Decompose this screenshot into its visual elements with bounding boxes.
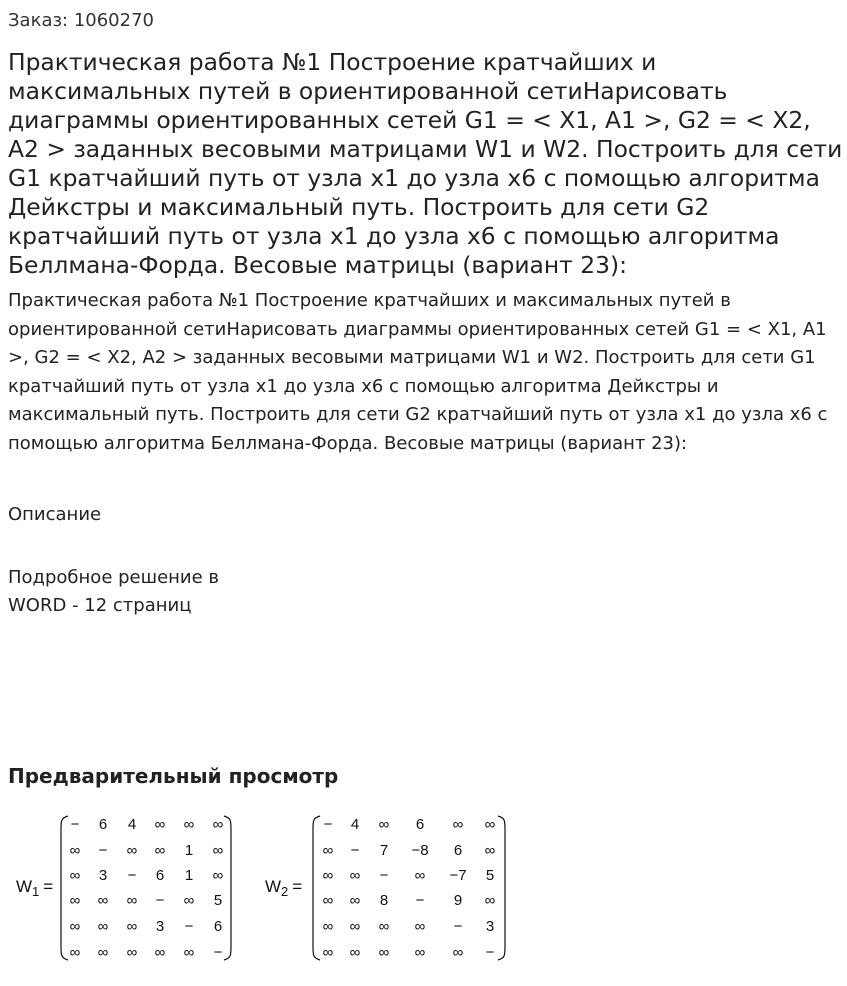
- matrix-cell: ∞: [378, 918, 390, 935]
- matrix-cell: −: [155, 892, 165, 909]
- matrix-cell: −: [415, 892, 425, 909]
- matrix-cell: −: [379, 867, 389, 884]
- matrix-cell: −8: [411, 842, 429, 859]
- matrix-cell: ∞: [126, 944, 138, 961]
- matrix-cell: −7: [449, 867, 467, 884]
- matrix-w1-brackets: [58, 813, 234, 963]
- preview-heading: Предварительный просмотр: [8, 764, 339, 788]
- matrix-cell: ∞: [378, 944, 390, 961]
- matrix-cell: 7: [379, 842, 389, 859]
- matrix-cell: 1: [184, 842, 194, 859]
- matrix-w2-brackets: [310, 813, 508, 963]
- description-heading: Описание: [8, 504, 102, 525]
- matrix-cell: ∞: [154, 842, 166, 859]
- matrix-cell: 6: [98, 816, 108, 833]
- matrix-cell: −: [323, 816, 333, 833]
- matrix-cell: 4: [350, 816, 360, 833]
- matrix-cell: ∞: [484, 892, 496, 909]
- matrix-cell: 6: [453, 842, 463, 859]
- order-number: Заказ: 1060270: [8, 10, 154, 31]
- matrix-w1-index: 1: [32, 884, 40, 899]
- description-content: [8, 564, 268, 620]
- matrix-cell: ∞: [414, 867, 426, 884]
- matrix-cell: 1: [184, 867, 194, 884]
- matrix-cell: −: [127, 867, 137, 884]
- matrix-cell: −: [70, 816, 80, 833]
- matrix-cell: ∞: [212, 816, 224, 833]
- matrix-cell: ∞: [69, 867, 81, 884]
- matrix-cell: ∞: [378, 816, 390, 833]
- matrix-w1-label: [16, 877, 53, 899]
- matrix-cell: ∞: [414, 918, 426, 935]
- matrix-cell: 4: [127, 816, 137, 833]
- matrix-w2-letter: W: [265, 877, 282, 896]
- matrix-cell: ∞: [349, 918, 361, 935]
- matrix-cell: ∞: [69, 892, 81, 909]
- matrix-cell: 3: [155, 918, 165, 935]
- matrix-cell: ∞: [349, 944, 361, 961]
- matrix-w1-letter: W: [16, 877, 33, 896]
- matrix-cell: ∞: [97, 944, 109, 961]
- matrix-cell: ∞: [212, 842, 224, 859]
- matrix-cell: 3: [98, 867, 108, 884]
- matrix-cell: 3: [485, 918, 495, 935]
- matrix-cell: ∞: [183, 944, 195, 961]
- matrix-cell: ∞: [322, 892, 334, 909]
- matrix-w1: [58, 813, 234, 963]
- matrix-cell: 6: [415, 816, 425, 833]
- matrix-cell: ∞: [414, 944, 426, 961]
- matrix-cell: ∞: [97, 918, 109, 935]
- matrix-cell: 5: [213, 892, 223, 909]
- matrix-cell: ∞: [452, 816, 464, 833]
- matrix-cell: −: [213, 944, 223, 961]
- matrix-cell: ∞: [126, 842, 138, 859]
- page-title: Практическая работа №1 Построение кратчайших и максимальных путей в ориентированной сетиНарисовать диаграммы ориентированных сетей G1 = < X1, A1 >, G2 = < X2, A2 > заданных весовыми матрицами W1 и W2. Построить для сети G1 кратчайший путь от узла x1 до узла x6 с помощью алгоритма Дейкстры и максимальный путь. Построить для сети G2 кратчайший путь от узла x1 до узла x6 с помощью алгоритма Беллмана-Форда. Весовые матрицы (вариант 23):: [8, 48, 843, 279]
- matrix-cell: 6: [213, 918, 223, 935]
- matrix-w2: [310, 813, 508, 963]
- matrix-cell: ∞: [484, 816, 496, 833]
- matrix-cell: ∞: [452, 944, 464, 961]
- task-description-text: Практическая работа №1 Построение кратчайших и максимальных путей в ориентированной сетиНарисовать диаграммы ориентированных сетей G1 = < X1, A1 >, G2 = < X2, A2 > заданных весовыми матрицами W1 и W2. Построить для сети G1 кратчайший путь от узла x1 до узла x6 с помощью алгоритма Дейкстры и максимальный путь. Построить для сети G2 кратчайший путь от узла x1 до узла x6 с помощью алгоритма Беллмана-Форда. Весовые матрицы (вариант 23):: [8, 290, 828, 454]
- matrix-cell: ∞: [322, 867, 334, 884]
- description-line: Подробное решение в: [8, 567, 220, 588]
- matrix-cell: ∞: [322, 918, 334, 935]
- matrix-cell: ∞: [69, 944, 81, 961]
- matrix-cell: ∞: [154, 816, 166, 833]
- matrix-cell: ∞: [212, 867, 224, 884]
- matrix-w2-equals: =: [292, 877, 303, 896]
- matrix-cell: 5: [485, 867, 495, 884]
- matrix-cell: −: [350, 842, 360, 859]
- matrix-cell: 9: [453, 892, 463, 909]
- matrix-cell: ∞: [69, 842, 81, 859]
- matrix-cell: ∞: [322, 944, 334, 961]
- matrix-w1-equals: =: [43, 877, 54, 896]
- matrix-cell: ∞: [69, 918, 81, 935]
- matrix-cell: ∞: [126, 892, 138, 909]
- matrix-cell: ∞: [183, 892, 195, 909]
- matrix-cell: −: [453, 918, 463, 935]
- matrix-cell: ∞: [349, 867, 361, 884]
- matrix-cell: ∞: [126, 918, 138, 935]
- matrix-cell: ∞: [484, 842, 496, 859]
- matrix-cell: −: [184, 918, 194, 935]
- matrix-w2-label: [265, 877, 302, 899]
- matrix-cell: ∞: [349, 892, 361, 909]
- matrix-cell: ∞: [322, 842, 334, 859]
- matrix-cell: ∞: [183, 816, 195, 833]
- matrix-cell: −: [98, 842, 108, 859]
- matrix-cell: 8: [379, 892, 389, 909]
- description-line: WORD - 12 страниц: [8, 595, 192, 616]
- matrix-cell: ∞: [97, 892, 109, 909]
- matrix-cell: ∞: [154, 944, 166, 961]
- matrix-cell: −: [485, 944, 495, 961]
- matrix-w2-index: 2: [281, 884, 289, 899]
- matrix-cell: 6: [155, 867, 165, 884]
